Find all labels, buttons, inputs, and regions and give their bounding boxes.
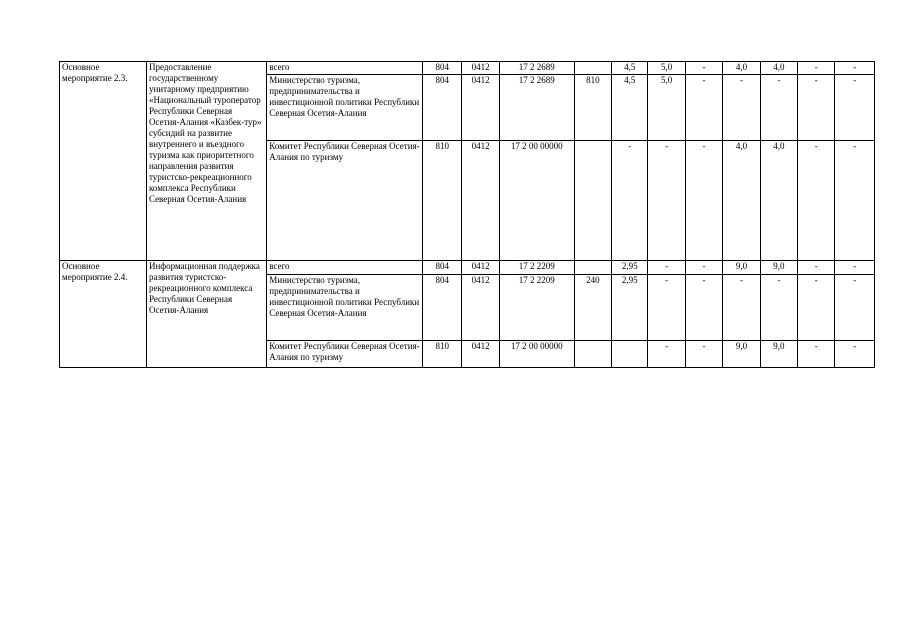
value-cell: 4,0 — [723, 62, 760, 75]
value-cell: 4,5 — [612, 75, 648, 141]
grbs-cell: 804 — [423, 62, 462, 75]
vr-cell: 240 — [574, 275, 611, 341]
table-row — [60, 62, 875, 75]
csr-cell: 17 2 2689 — [499, 75, 574, 141]
csr-cell: 17 2 00 00000 — [499, 341, 574, 368]
grbs-cell: 804 — [423, 75, 462, 141]
value-cell: - — [723, 275, 760, 341]
executor-cell: Комитет Республики Северная Осетия-Алания по туризму — [267, 341, 423, 368]
csr-cell: 17 2 2689 — [499, 62, 574, 75]
csr-cell: 17 2 2209 — [499, 261, 574, 275]
grbs-cell: 804 — [423, 275, 462, 341]
value-cell: - — [798, 62, 835, 75]
value-cell: - — [760, 275, 797, 341]
value-cell: - — [798, 261, 835, 275]
value-cell: - — [685, 275, 722, 341]
event-number-cell: Основное мероприятие 2.3. — [60, 62, 147, 261]
value-cell: - — [798, 141, 835, 261]
value-cell: - — [835, 75, 875, 141]
executor-cell: Комитет Республики Северная Осетия-Алания по туризму — [267, 141, 423, 261]
value-cell: - — [835, 62, 875, 75]
value-cell: 9,0 — [760, 261, 797, 275]
value-cell: - — [760, 75, 797, 141]
vr-cell — [574, 141, 611, 261]
executor-cell: всего — [267, 62, 423, 75]
value-cell: - — [612, 141, 648, 261]
value-cell: - — [685, 75, 722, 141]
rzpr-cell: 0412 — [462, 75, 499, 141]
value-cell: 2,95 — [612, 261, 648, 275]
value-cell: - — [685, 62, 722, 75]
value-cell — [612, 341, 648, 368]
value-cell: - — [723, 75, 760, 141]
value-cell: 4,5 — [612, 62, 648, 75]
executor-cell: Министерство туризма, предпринимательства и инвестиционной политики Республики Северная Осетия-Алания — [267, 275, 423, 341]
value-cell: - — [798, 75, 835, 141]
value-cell: 5,0 — [648, 75, 685, 141]
event-description-cell: Предоставление государственному унитарному предприятию «Национальный туроператор Республики Северная Осетия-Алания «Казбек-тур» субсидий на развитие внутреннего и въездного туризма как приоритетного направления развития туристско-рекреационного комплекса Республики Северная Осетия-Алания — [146, 62, 266, 261]
value-cell: - — [648, 141, 685, 261]
grbs-cell: 804 — [423, 261, 462, 275]
value-cell: - — [648, 261, 685, 275]
vr-cell — [574, 62, 611, 75]
vr-cell — [574, 341, 611, 368]
value-cell: - — [798, 275, 835, 341]
rzpr-cell: 0412 — [462, 275, 499, 341]
grbs-cell: 810 — [423, 341, 462, 368]
csr-cell: 17 2 00 00000 — [499, 141, 574, 261]
vr-cell: 810 — [574, 75, 611, 141]
value-cell: 4,0 — [760, 141, 797, 261]
rzpr-cell: 0412 — [462, 62, 499, 75]
value-cell: 4,0 — [723, 141, 760, 261]
vr-cell — [574, 261, 611, 275]
value-cell: 4,0 — [760, 62, 797, 75]
value-cell: - — [648, 275, 685, 341]
budget-table — [59, 61, 875, 368]
rzpr-cell: 0412 — [462, 341, 499, 368]
value-cell: 5,0 — [648, 62, 685, 75]
rzpr-cell: 0412 — [462, 261, 499, 275]
value-cell: - — [648, 341, 685, 368]
value-cell: - — [685, 141, 722, 261]
grbs-cell: 810 — [423, 141, 462, 261]
csr-cell: 17 2 2209 — [499, 275, 574, 341]
value-cell: 9,0 — [760, 341, 797, 368]
value-cell: - — [685, 341, 722, 368]
event-number-cell: Основное мероприятие 2.4. — [60, 261, 147, 368]
value-cell: 2,95 — [612, 275, 648, 341]
value-cell: - — [835, 141, 875, 261]
value-cell: - — [835, 341, 875, 368]
rzpr-cell: 0412 — [462, 141, 499, 261]
executor-cell: всего — [267, 261, 423, 275]
value-cell: - — [835, 275, 875, 341]
value-cell: 9,0 — [723, 261, 760, 275]
value-cell: - — [798, 341, 835, 368]
table-row — [60, 261, 875, 275]
event-description-cell: Информационная поддержка развития туристско-рекреационного комплекса Республики Северная Осетия-Алания — [146, 261, 266, 368]
value-cell: - — [685, 261, 722, 275]
value-cell: 9,0 — [723, 341, 760, 368]
executor-cell: Министерство туризма, предпринимательства и инвестиционной политики Республики Северная Осетия-Алания — [267, 75, 423, 141]
value-cell: - — [835, 261, 875, 275]
